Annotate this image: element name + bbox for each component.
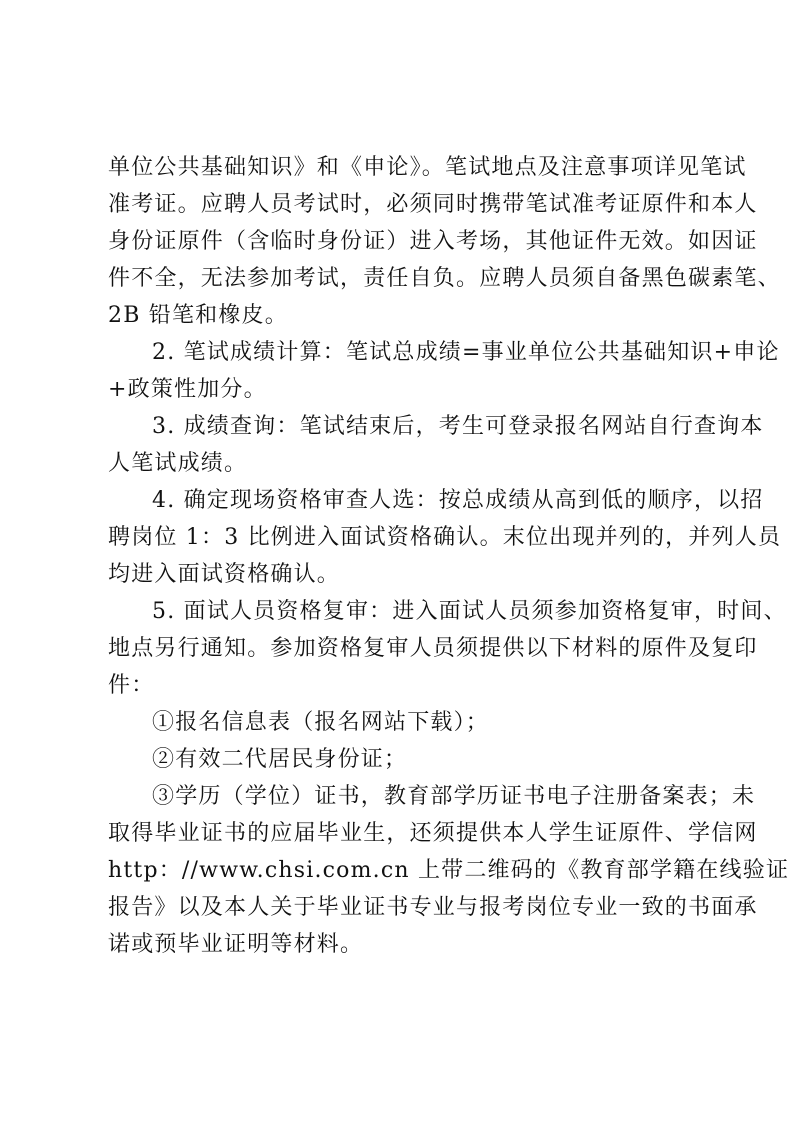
text-line-3: 身份证原件（含临时身份证）进入考场，其他证件无效。如因证 xyxy=(108,229,758,254)
text-line-1: 单位公共基础知识》和《申论》。笔试地点及注意事项详见笔试 xyxy=(108,155,747,180)
text-line-16: ①报名信息表（报名网站下载）； xyxy=(152,710,490,735)
text-line-11: 聘岗位 1：3 比例进入面试资格确认。末位出现并列的，并列人员 xyxy=(108,525,782,550)
text-line-18: ③学历（学位）证书，教育部学历证书电子注册备案表；未 xyxy=(152,784,756,809)
text-line-22: 诺或预毕业证明等材料。 xyxy=(108,932,364,957)
text-line-8: 3. 成绩查询：笔试结束后，考生可登录报名网站自行查询本 xyxy=(152,414,764,439)
text-line-10: 4. 确定现场资格审查人选：按总成绩从高到低的顺序，以招 xyxy=(152,488,764,513)
text-line-15: 件： xyxy=(108,673,155,698)
text-line-14: 地点另行通知。参加资格复审人员须提供以下材料的原件及复印 xyxy=(108,636,758,661)
text-line-2: 准考证。应聘人员考试时，必须同时携带笔试准考证原件和本人 xyxy=(108,192,758,217)
text-line-20: http：//www.chsi.com.cn 上带二维码的《教育部学籍在线验证 xyxy=(108,858,790,883)
text-line-5: 2B 铅笔和橡皮。 xyxy=(108,303,288,328)
text-line-13: 5. 面试人员资格复审：进入面试人员须参加资格复审，时间、 xyxy=(152,599,787,624)
text-line-4: 件不全，无法参加考试，责任自负。应聘人员须自备黑色碳素笔、 xyxy=(108,266,781,291)
text-line-9: 人笔试成绩。 xyxy=(108,451,248,476)
text-line-12: 均进入面试资格确认。 xyxy=(108,562,341,587)
text-line-21: 报告》以及本人关于毕业证书专业与报考岗位专业一致的书面承 xyxy=(108,895,758,920)
text-line-6: 2. 笔试成绩计算：笔试总成绩=事业单位公共基础知识+申论 xyxy=(152,340,780,365)
text-line-17: ②有效二代居民身份证； xyxy=(152,747,408,772)
text-line-7: +政策性加分。 xyxy=(108,377,267,402)
text-line-19: 取得毕业证书的应届毕业生，还须提供本人学生证原件、学信网 xyxy=(108,821,758,846)
